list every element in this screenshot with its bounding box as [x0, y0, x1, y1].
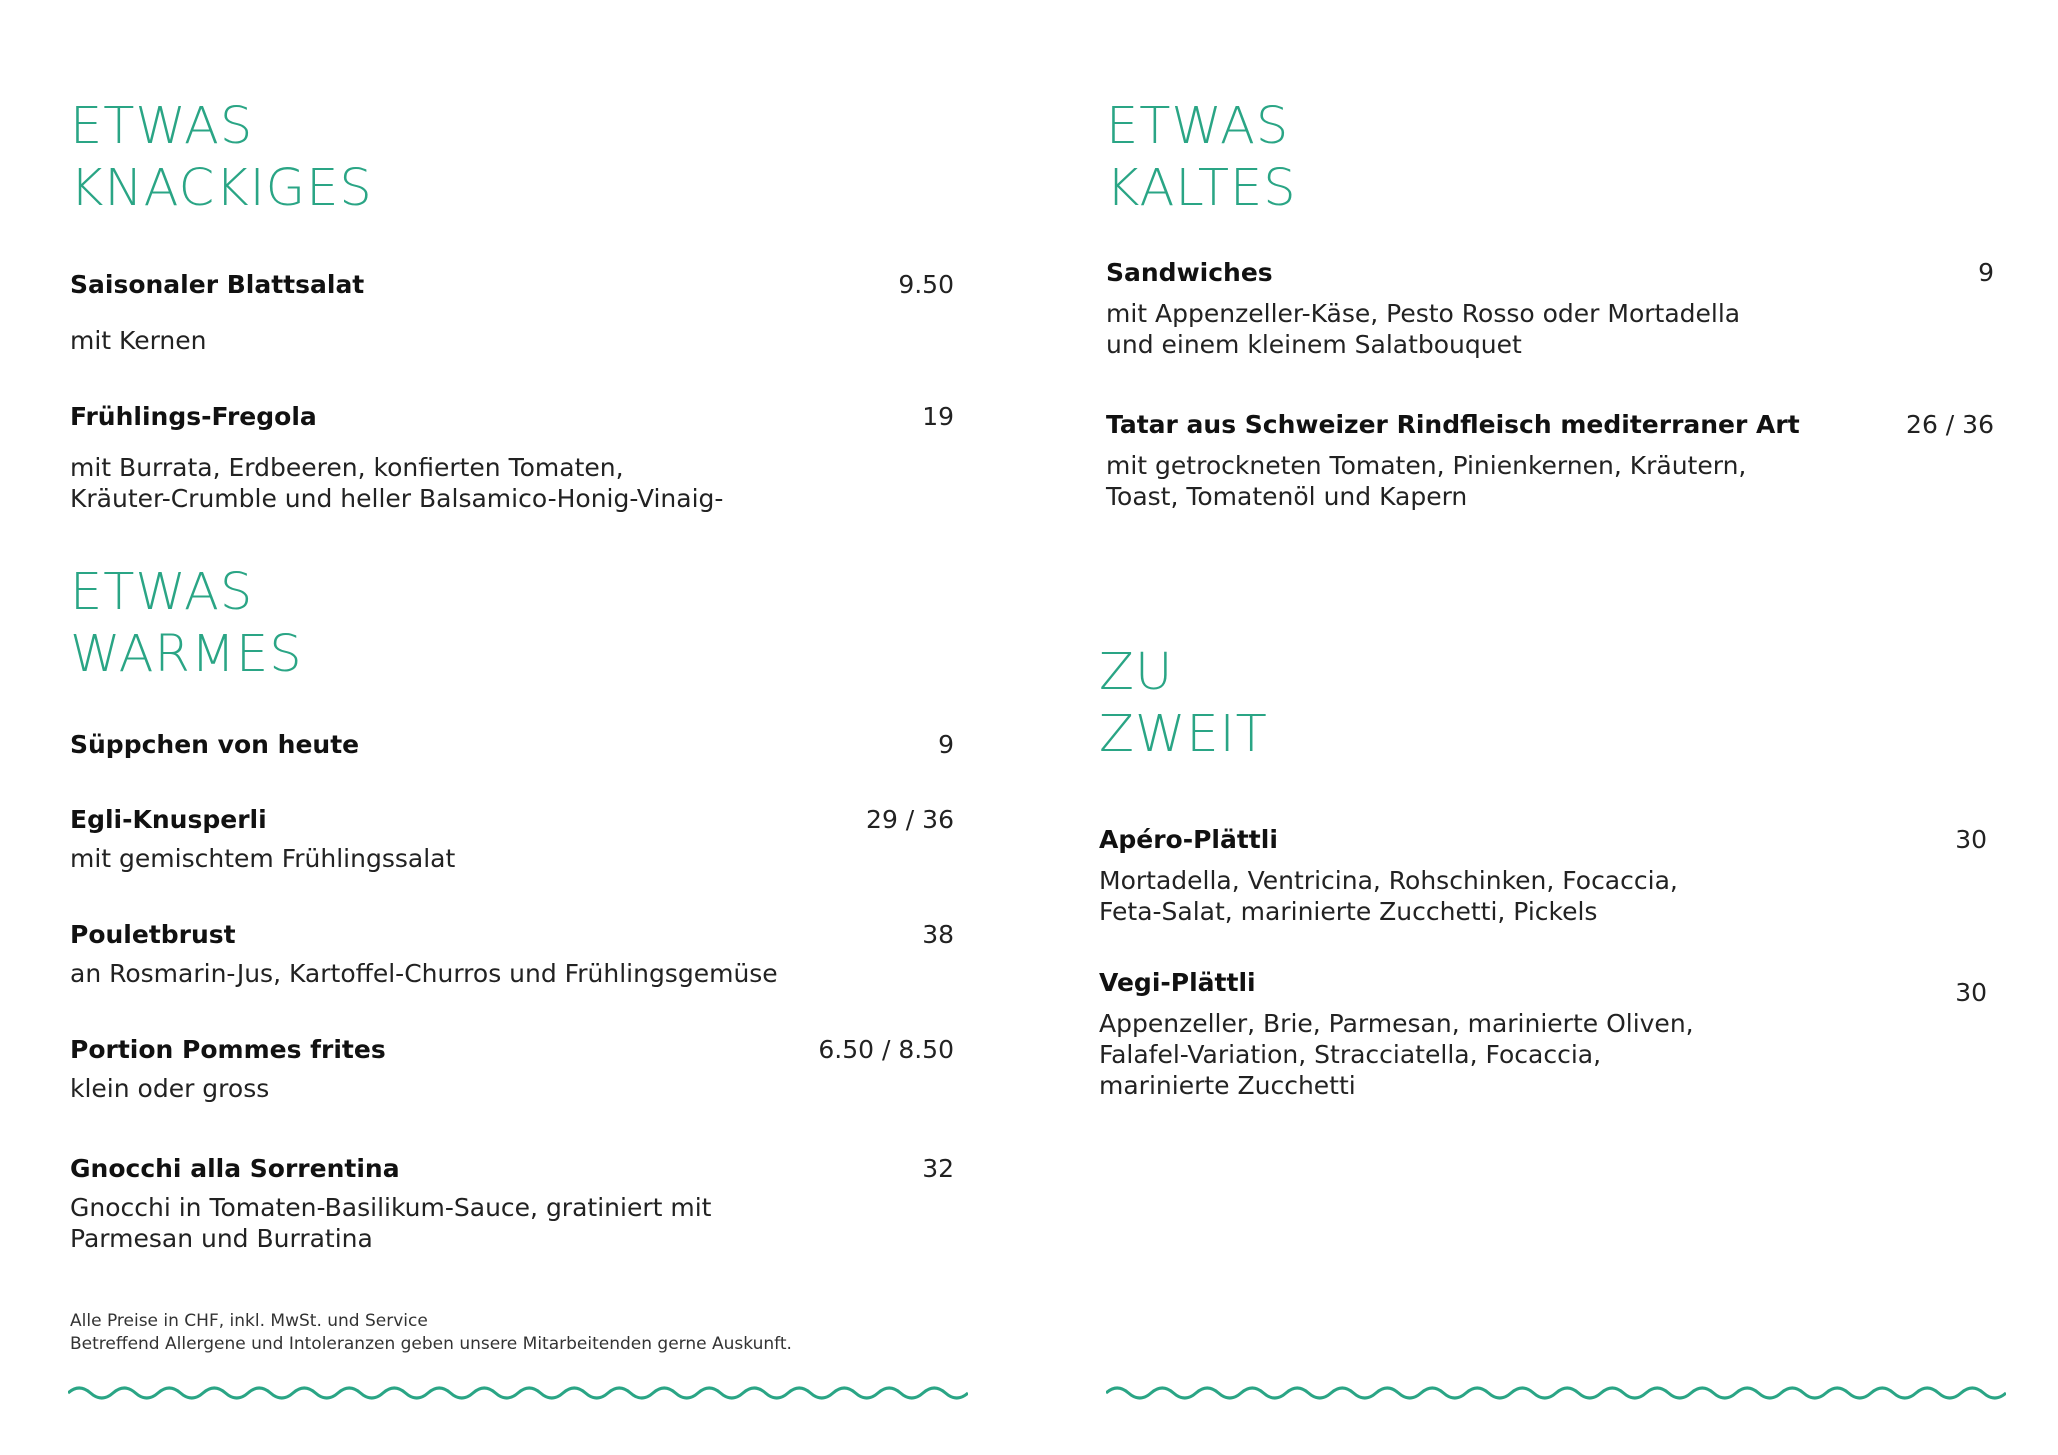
- item-desc-vegi-plaettli: Appenzeller, Brie, Parmesan, marinierte Oliven, Falafel-Variation, Stracciatella, Focaccia, marinierte Zucchetti: [1099, 1009, 1694, 1100]
- item-name-gnocchi: Gnocchi alla Sorrentina: [70, 1154, 400, 1183]
- item-name-apero-plaettli: Apéro-Plättli: [1099, 825, 1278, 854]
- item-price-sandwiches: 9: [1978, 258, 1994, 287]
- item-name-fruehlings-fregola: Frühlings-Fregola: [70, 402, 317, 431]
- item-name-pouletbrust: Pouletbrust: [70, 920, 236, 949]
- price-footnote: Alle Preise in CHF, inkl. MwSt. und Service Betreffend Allergene und Intoleranzen geben unsere Mitarbeitenden gerne Auskunft.: [70, 1311, 792, 1354]
- item-desc-apero-plaettli: Mortadella, Ventricina, Rohschinken, Focaccia, Feta-Salat, marinierte Zucchetti, Pickels: [1099, 866, 1678, 926]
- item-price-apero-plaettli: 30: [1955, 825, 1987, 854]
- item-name-pommes-frites: Portion Pommes frites: [70, 1035, 386, 1064]
- item-price-fruehlings-fregola: 19: [922, 402, 954, 431]
- item-desc-gnocchi: Gnocchi in Tomaten-Basilikum-Sauce, gratiniert mit Parmesan und Burratina: [70, 1193, 712, 1253]
- item-desc-sandwiches: mit Appenzeller-Käse, Pesto Rosso oder Mortadella und einem kleinem Salatbouquet: [1106, 299, 1741, 359]
- item-desc-pommes-frites: klein oder gross: [70, 1074, 270, 1103]
- item-price-pommes-frites: 6.50 / 8.50: [818, 1035, 954, 1064]
- item-price-pouletbrust: 38: [922, 920, 954, 949]
- item-name-sandwiches: Sandwiches: [1106, 258, 1273, 287]
- item-desc-tatar: mit getrockneten Tomaten, Pinienkernen, Kräutern, Toast, Tomatenöl und Kapern: [1106, 451, 1747, 511]
- section-title-kaltes: ETWAS KALTES: [1106, 97, 1297, 218]
- item-name-egli-knusperli: Egli-Knusperli: [70, 805, 267, 834]
- item-desc-egli-knusperli: mit gemischtem Frühlingssalat: [70, 844, 456, 873]
- item-price-gnocchi: 32: [922, 1154, 954, 1183]
- item-name-saisonaler-blattsalat: Saisonaler Blattsalat: [70, 270, 365, 299]
- item-name-vegi-plaettli: Vegi-Plättli: [1099, 968, 1256, 997]
- item-price-saisonaler-blattsalat: 9.50: [898, 270, 954, 299]
- section-title-knackiges: ETWAS KNACKIGES: [70, 97, 373, 218]
- section-title-warmes: ETWAS WARMES: [70, 563, 303, 684]
- item-desc-fruehlings-fregola: mit Burrata, Erdbeeren, konfierten Tomaten, Kräuter-Crumble und heller Balsamico-Honig-Vinaig-: [70, 453, 724, 513]
- item-price-sueppchen: 9: [938, 730, 954, 759]
- section-title-zu-zweit: ZU ZWEIT: [1099, 643, 1268, 764]
- item-price-tatar: 26 / 36: [1906, 410, 1994, 439]
- item-name-sueppchen: Süppchen von heute: [70, 730, 360, 759]
- item-name-tatar: Tatar aus Schweizer Rindfleisch mediterraner Art: [1106, 410, 1800, 439]
- wave-divider-right: [1106, 1383, 2006, 1403]
- item-desc-saisonaler-blattsalat: mit Kernen: [70, 326, 207, 355]
- item-desc-pouletbrust: an Rosmarin-Jus, Kartoffel-Churros und Frühlingsgemüse: [70, 959, 778, 988]
- item-price-vegi-plaettli: 30: [1955, 978, 1987, 1007]
- wave-divider-left: [68, 1383, 968, 1403]
- item-price-egli-knusperli: 29 / 36: [866, 805, 954, 834]
